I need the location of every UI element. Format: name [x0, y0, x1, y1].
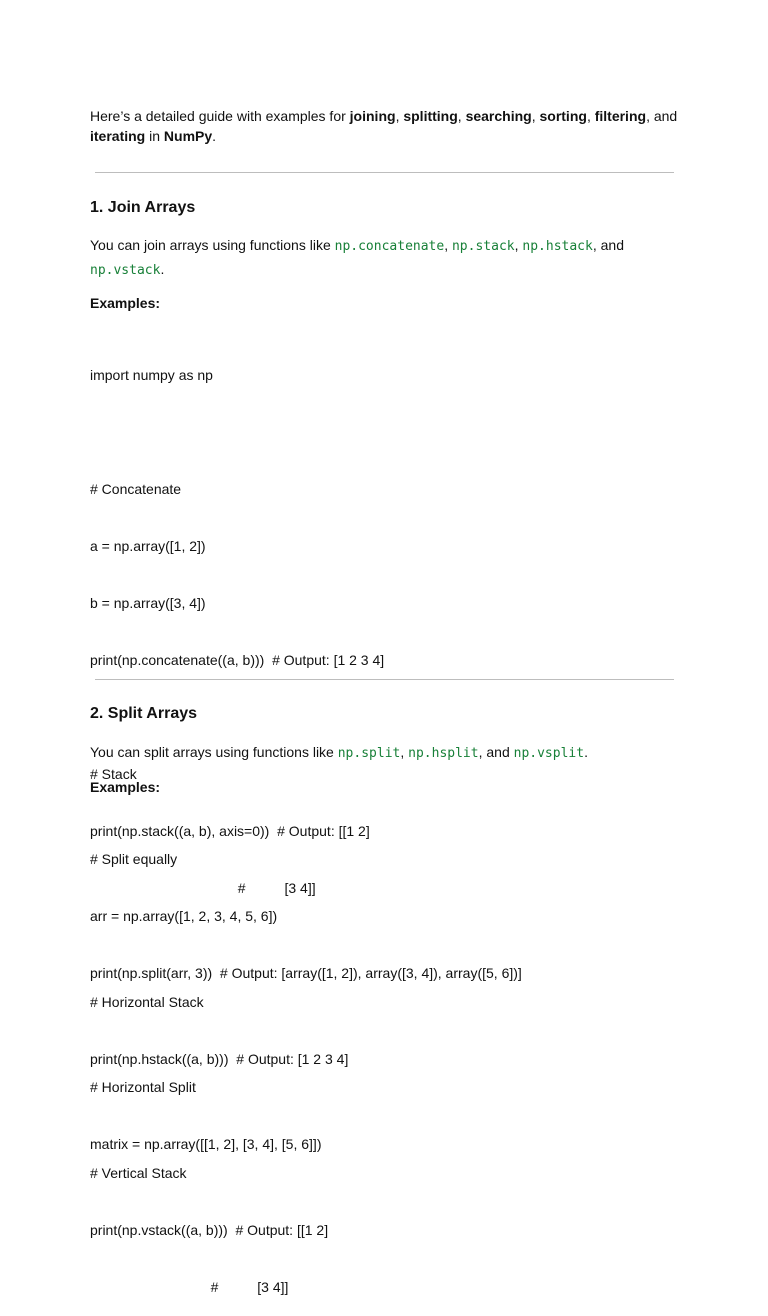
- intro-sep: .: [212, 128, 217, 144]
- desc-suffix: .: [160, 261, 165, 277]
- code-line: print(np.hstack((a, b))) # Output: [1 2 3 4]: [90, 1051, 349, 1067]
- section-description-split: [90, 741, 680, 765]
- intro-term-sorting: sorting: [539, 108, 587, 124]
- desc-text: You can split arrays using functions like: [90, 744, 338, 760]
- examples-label: Examples:: [90, 295, 161, 311]
- inline-code-hstack: np.hstack: [522, 239, 593, 254]
- desc-text: You can join arrays using functions like: [90, 237, 335, 253]
- section-heading-split: 2. Split Arrays: [90, 705, 198, 722]
- inline-code-vsplit: np.vsplit: [513, 746, 585, 761]
- code-line: # Horizontal Split: [90, 1079, 196, 1095]
- intro-sep: , and: [646, 108, 678, 124]
- examples-label: Examples:: [90, 779, 161, 795]
- desc-sep: ,: [400, 744, 409, 760]
- intro-sep: ,: [457, 108, 466, 124]
- desc-suffix: .: [584, 744, 588, 760]
- divider: [95, 172, 674, 173]
- code-line: a = np.array([1, 2]): [90, 538, 206, 554]
- intro-term-iterating: iterating: [90, 128, 146, 144]
- inline-code-hsplit: np.hsplit: [408, 746, 479, 761]
- inline-code-stack: np.stack: [451, 239, 515, 254]
- code-line: # Stack: [90, 766, 137, 782]
- intro-term-searching: searching: [465, 108, 532, 124]
- code-line: print(np.split(arr, 3)) # Output: [array([1, 2]), array([3, 4]), array([5, 6])]: [90, 965, 522, 981]
- code-line: # Vertical Stack: [90, 1165, 187, 1181]
- code-line: b = np.array([3, 4]): [90, 595, 206, 611]
- code-line: import numpy as np: [90, 367, 213, 383]
- code-line: print(np.vstack((a, b))) # Output: [[1 2]: [90, 1222, 329, 1238]
- divider: [95, 679, 674, 680]
- code-block-split: [90, 812, 522, 1173]
- intro-paragraph: [90, 106, 680, 146]
- desc-sep: ,: [514, 237, 523, 253]
- intro-term-filtering: filtering: [594, 108, 647, 124]
- intro-sep: ,: [531, 108, 540, 124]
- intro-term-numpy: NumPy: [163, 128, 213, 144]
- code-line: # Split equally: [90, 851, 178, 867]
- code-line: # Horizontal Stack: [90, 994, 204, 1010]
- inline-code-vstack: np.vstack: [90, 263, 161, 278]
- intro-sep: in: [145, 128, 164, 144]
- desc-sep: , and: [478, 744, 514, 760]
- inline-code-split: np.split: [337, 746, 401, 761]
- code-line: print(np.stack((a, b), axis=0)) # Output: [[1 2]: [90, 823, 370, 839]
- intro-sep: ,: [586, 108, 595, 124]
- code-line: matrix = np.array([[1, 2], [3, 4], [5, 6]]): [90, 1136, 322, 1152]
- code-line: arr = np.array([1, 2, 3, 4, 5, 6]): [90, 908, 278, 924]
- section-description-join: [90, 234, 680, 282]
- intro-sep: ,: [395, 108, 404, 124]
- intro-term-splitting: splitting: [403, 108, 458, 124]
- inline-code-concatenate: np.concatenate: [334, 239, 445, 254]
- code-line: # [3 4]]: [90, 1279, 289, 1295]
- desc-sep: , and: [592, 237, 624, 253]
- code-line: # Concatenate: [90, 481, 182, 497]
- code-line: # [3 4]]: [90, 880, 316, 896]
- code-line: [90, 423, 384, 442]
- desc-sep: ,: [444, 237, 452, 253]
- section-heading-join: 1. Join Arrays: [90, 199, 196, 216]
- intro-prefix: Here’s a detailed guide with examples for: [90, 108, 350, 124]
- intro-term-joining: joining: [349, 108, 396, 124]
- code-line: print(np.concatenate((a, b))) # Output: [1 2 3 4]: [90, 652, 385, 668]
